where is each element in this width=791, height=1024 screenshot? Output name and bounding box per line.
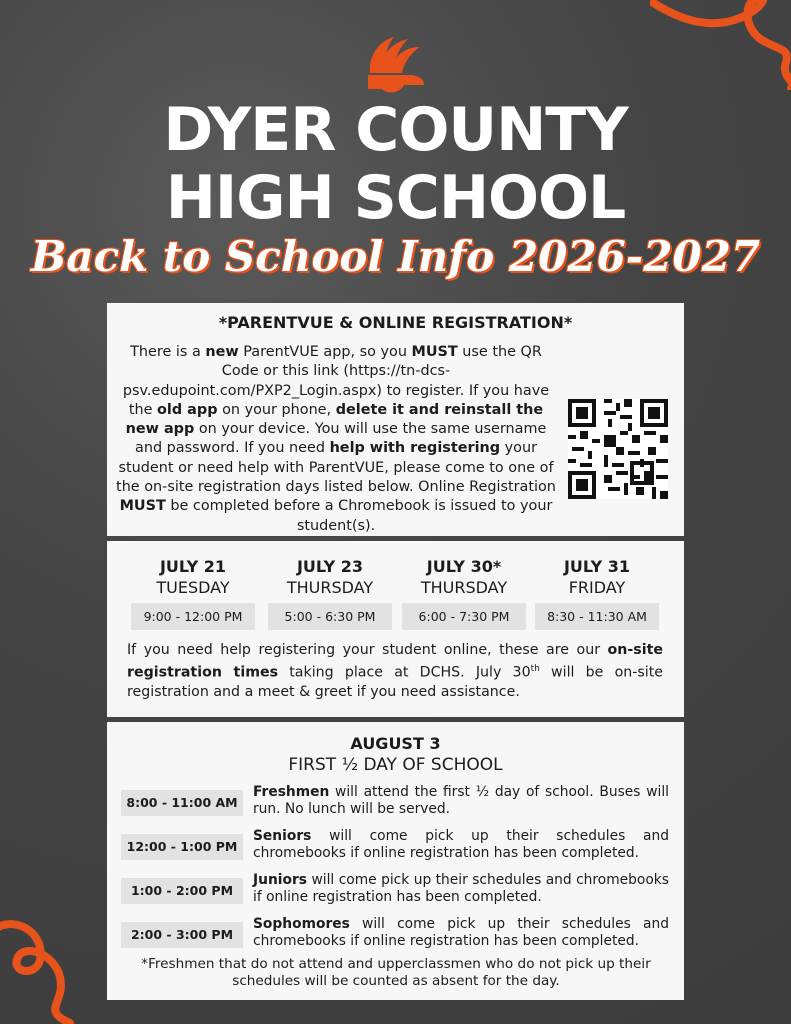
day-weekday: THURSDAY [420, 578, 508, 597]
slot-description: Seniors will come pick up their schedules and chromebooks if online registration has been completed. [253, 828, 669, 861]
swirl-decoration-bottom-left [0, 915, 120, 1024]
day-time: 6:00 - 7:30 PM [402, 603, 526, 630]
onsite-note: If you need help registering your student online, these are our on-site registration times taking place at DCHS. July 30th will be on-site registration and a meet & greet if you need assistance. [127, 642, 663, 700]
onsite-day [131, 557, 255, 630]
day-date: JULY 31 [563, 557, 631, 576]
onsite-dates-panel [107, 541, 684, 717]
first-day-heading [107, 734, 684, 776]
registration-panel [107, 303, 684, 536]
registration-heading: *PARENTVUE & ONLINE REGISTRATION* [218, 313, 573, 332]
qr-code-icon[interactable] [568, 399, 668, 499]
slot-time: 12:00 - 1:00 PM [121, 834, 243, 860]
first-day-date: AUGUST 3 [350, 734, 441, 753]
page-subtitle: Back to School Info 2026-2027 [30, 232, 761, 281]
onsite-day [268, 557, 392, 630]
day-weekday: TUESDAY [156, 578, 230, 597]
first-day-subtitle: FIRST ½ DAY OF SCHOOL [288, 755, 503, 775]
slot-time: 2:00 - 3:00 PM [121, 922, 243, 948]
day-time: 9:00 - 12:00 PM [131, 603, 255, 630]
schedule-slot [121, 872, 669, 912]
day-time: 5:00 - 6:30 PM [268, 603, 392, 630]
onsite-day-list [131, 557, 665, 627]
day-date: JULY 21 [159, 557, 227, 576]
slot-description: Juniors will come pick up their schedules and chromebooks if online registration has been completed. [253, 872, 669, 905]
slot-description: Sophomores will come pick up their schedules and chromebooks if online registration has been completed. [253, 916, 669, 949]
day-date: JULY 23 [296, 557, 364, 576]
swirl-decoration-top-right [650, 0, 791, 90]
registration-text: There is a new ParentVUE app, so you MUST use the QR Code or this link (https://tn-dcs-psv.edupoint.com/PXP2_Login.aspx) to register. If you have the old app on your phone, delete it and reinstall the new app on your device. You will use the same username and password. If you need help with registering your student or need help with ParentVUE, please come to one of the on-site registration days listed below. Online Registration MUST be completed before a Chromebook is issued to your student(s). [116, 344, 556, 534]
day-weekday: FRIDAY [568, 578, 626, 597]
school-name-line-1: DYER COUNTY [163, 95, 628, 165]
warrior-headdress-icon [364, 33, 426, 95]
school-name-line-2: HIGH SCHOOL [165, 163, 626, 233]
onsite-day [402, 557, 526, 630]
first-day-panel [107, 722, 684, 1000]
day-weekday: THURSDAY [286, 578, 374, 597]
schedule-slot [121, 828, 669, 868]
attendance-footnote: *Freshmen that do not attend and upperclassmen who do not pick up their schedules will be counted as absent for the day. [141, 956, 651, 989]
slot-time: 1:00 - 2:00 PM [121, 878, 243, 904]
schedule-slot [121, 784, 669, 824]
day-date: JULY 30* [426, 557, 502, 576]
schedule-slot [121, 916, 669, 956]
day-time: 8:30 - 11:30 AM [535, 603, 659, 630]
onsite-day [535, 557, 659, 630]
slot-time: 8:00 - 11:00 AM [121, 790, 243, 816]
slot-description: Freshmen will attend the first ½ day of school. Buses will run. No lunch will be served. [253, 784, 669, 817]
